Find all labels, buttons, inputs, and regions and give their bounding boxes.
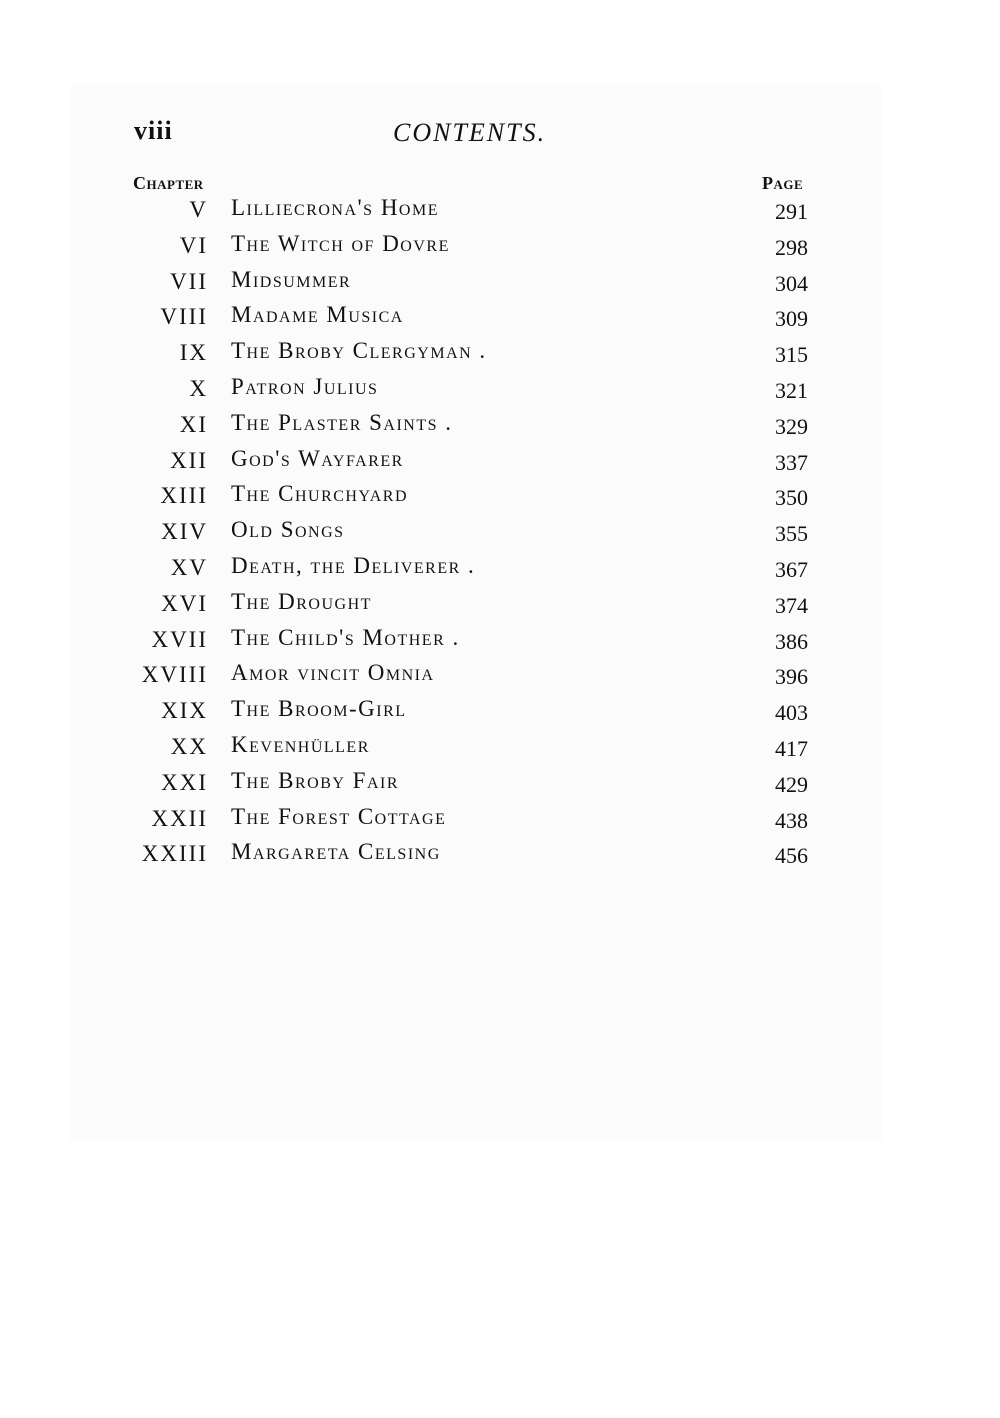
toc-row [0,229,1000,265]
toc-row [0,265,1000,301]
chapter-page: 396 [775,664,808,690]
chapter-page: 374 [775,592,808,618]
chapter-page: 386 [775,628,808,654]
chapter-page: 438 [775,807,808,833]
toc-row [0,623,1000,659]
toc-row [0,444,1000,480]
chapter-title: Amor vincit Omnia [231,660,435,686]
chapter-title: The Drought [231,588,372,614]
toc-row [0,694,1000,730]
page-number: viii [134,116,173,145]
toc-row [0,479,1000,515]
chapter-number: XIX [161,698,208,724]
toc-row [0,802,1000,838]
chapter-number: XX [170,733,208,759]
table-of-contents [0,193,1000,873]
chapter-page: 298 [775,234,808,260]
chapter-page: 429 [775,771,808,797]
chapter-page: 350 [775,485,808,511]
chapter-number: V [189,197,208,222]
chapter-title: The Broby Fair [231,767,400,793]
chapter-number: VIII [160,304,208,330]
chapter-page: 367 [775,556,808,582]
chapter-title: Lilliecrona's Home [231,195,439,220]
chapter-title: The Broom-Girl [231,696,407,722]
chapter-column-heading: Chapter [133,173,204,193]
chapter-number: XXII [151,805,208,831]
toc-row [0,193,1000,229]
chapter-page: 291 [775,199,808,224]
chapter-number: VII [170,268,208,294]
chapter-title: The Broby Clergyman . [231,338,487,364]
chapter-number: XXI [161,769,208,795]
chapter-number: X [189,375,208,401]
chapter-page: 321 [775,377,808,403]
chapter-number: XVI [161,590,208,616]
chapter-page: 304 [775,270,808,296]
chapter-number: XIV [161,519,208,545]
toc-row [0,730,1000,766]
toc-row [0,551,1000,587]
chapter-number: IX [179,340,208,366]
chapter-number: XXIII [141,841,208,867]
chapter-title: Kevenhüller [231,731,370,757]
chapter-title: Midsummer [231,266,352,292]
toc-row [0,408,1000,444]
toc-row [0,515,1000,551]
chapter-number: XVIII [141,662,208,688]
chapter-title: Patron Julius [231,373,379,399]
chapter-page: 417 [775,735,808,761]
chapter-title: Madame Musica [231,302,404,328]
toc-row [0,766,1000,802]
chapter-title: The Forest Cottage [231,803,447,829]
chapter-number: XV [170,554,208,580]
chapter-title: The Witch of Dovre [231,230,450,256]
chapter-title: Old Songs [231,517,345,543]
chapter-number: VI [179,232,208,258]
toc-row [0,837,1000,873]
chapter-page: 456 [775,843,808,869]
chapter-title: The Plaster Saints . [231,409,453,435]
page-column-heading: Page [762,173,804,193]
toc-row [0,300,1000,336]
chapter-title: God's Wayfarer [231,445,404,471]
chapter-title: The Child's Mother . [231,624,460,650]
chapter-page: 315 [775,342,808,368]
toc-row [0,587,1000,623]
chapter-page: 355 [775,521,808,547]
chapter-number: XII [170,447,208,473]
chapter-page: 309 [775,306,808,332]
chapter-number: XVII [151,626,208,652]
toc-row [0,336,1000,372]
chapter-number: XI [179,411,208,437]
chapter-title: The Churchyard [231,481,409,507]
chapter-number: XIII [160,483,208,509]
chapter-page: 403 [775,700,808,726]
chapter-title: Death, the Deliverer . [231,552,476,578]
toc-row [0,658,1000,694]
toc-row [0,372,1000,408]
chapter-title: Margareta Celsing [231,839,441,865]
chapter-page: 329 [775,413,808,439]
chapter-page: 337 [775,449,808,475]
running-head: CONTENTS. [393,118,547,147]
